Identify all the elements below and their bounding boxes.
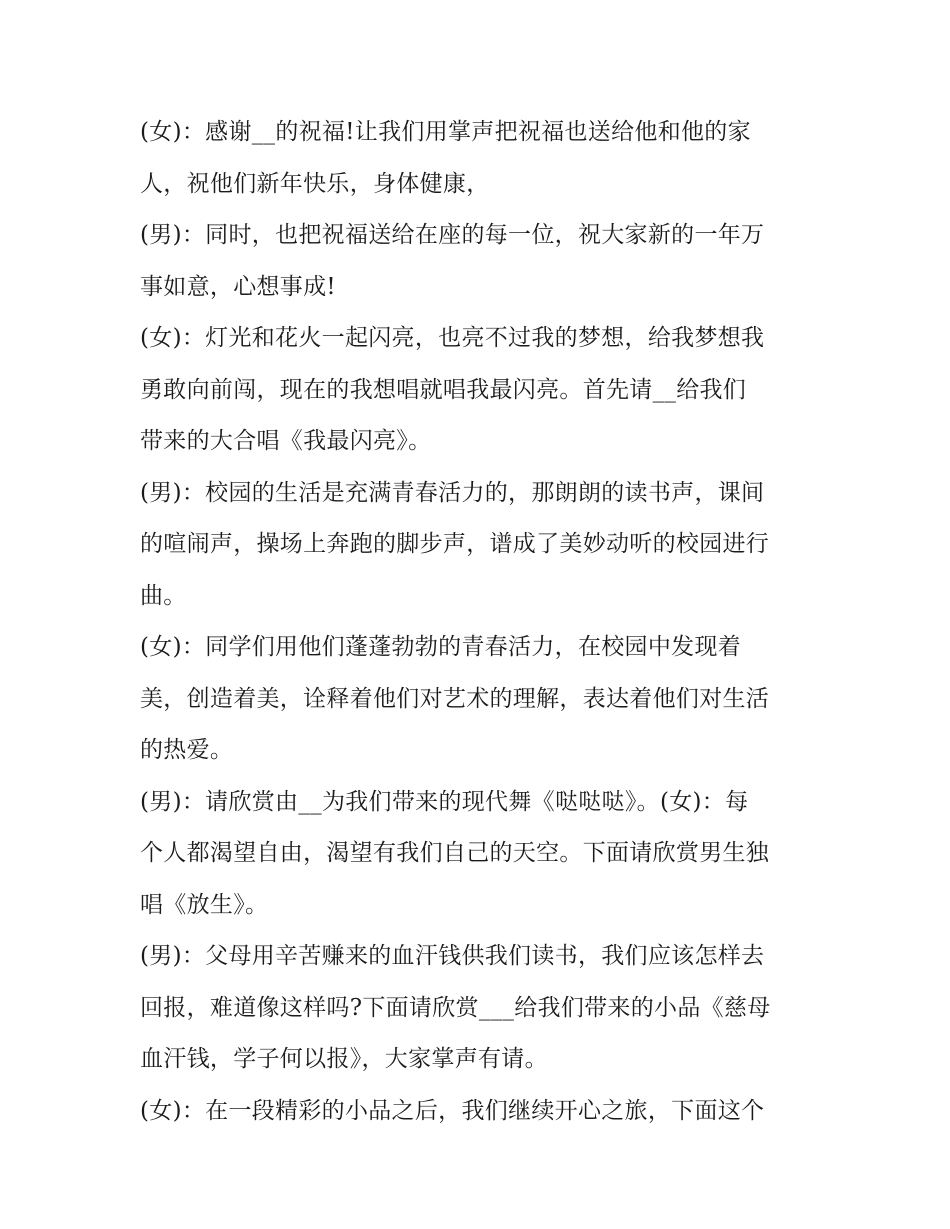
text-line: (男)：父母用辛苦赚来的血汗钱供我们读书，我们应该怎样去 xyxy=(140,943,765,969)
text-line: 个人都渴望自由，渴望有我们自己的天空。下面请欣赏男生独 xyxy=(140,840,770,866)
text-line: (女)：灯光和花火一起闪亮，也亮不过我的梦想，给我梦想我 xyxy=(140,325,765,351)
text-line: 美，创造着美，诠释着他们对艺术的理解，表达着他们对生活 xyxy=(140,685,770,712)
text-line: 勇敢向前闯，现在的我想唱就唱我最闪亮。首先请__给我们 xyxy=(140,376,747,403)
text-line: 的热爱。 xyxy=(140,737,234,763)
text-line: 曲。 xyxy=(140,582,187,609)
text-line: (女)：感谢__的祝福!让我们用掌声把祝福也送给他和他的家 xyxy=(140,119,751,145)
text-line: (男)：校园的生活是充满青春活力的，那朗朗的读书声，课间 xyxy=(140,479,765,506)
text-line: (女)：在一段精彩的小品之后，我们继续开心之旅，下面这个 xyxy=(140,1097,765,1124)
text-line: 的喧闹声，操场上奔跑的脚步声，谱成了美妙动听的校园进行 xyxy=(140,531,770,557)
text-line: 唱《放生》。 xyxy=(140,891,269,918)
text-line: (女)：同学们用他们蓬蓬勃勃的青春活力，在校园中发现着 xyxy=(140,634,742,660)
script-text-block xyxy=(140,107,812,1137)
text-line: 血汗钱，学子何以报》，大家掌声有请。 xyxy=(140,1046,548,1072)
text-line: 回报，难道像这样吗?下面请欣赏___给我们带来的小品《慈母 xyxy=(140,994,771,1021)
text-line: (男)：请欣赏由__为我们带来的现代舞《哒哒哒》。(女)：每 xyxy=(140,788,749,815)
text-line: 人，祝他们新年快乐，身体健康， xyxy=(140,170,490,197)
text-line: 事如意，心想事成! xyxy=(140,273,336,300)
text-line: 带来的大合唱《我最闪亮》。 xyxy=(140,428,432,454)
text-line: (男)：同时，也把祝福送给在座的每一位，祝大家新的一年万 xyxy=(140,222,765,248)
